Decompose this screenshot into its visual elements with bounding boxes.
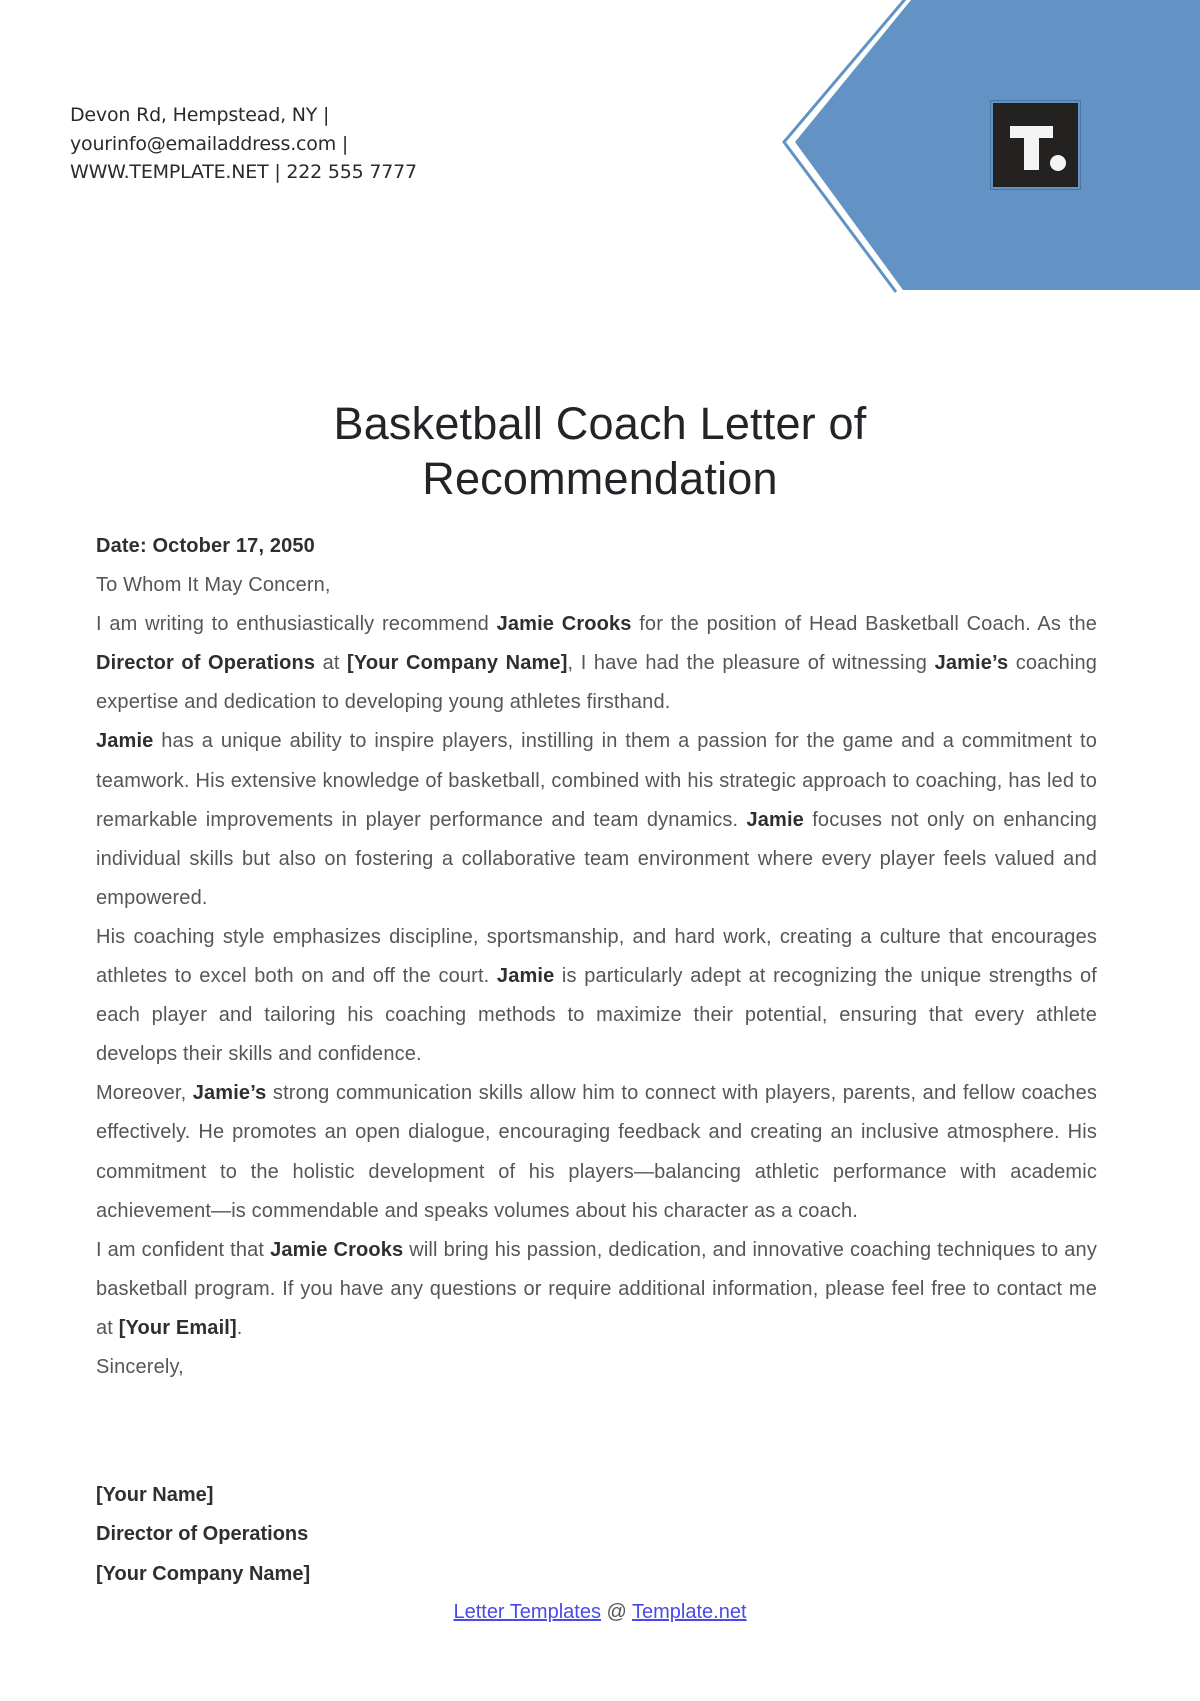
letter-date	[96, 527, 1097, 566]
candidate-name: Jamie’s	[192, 1082, 267, 1105]
text: focuses not only on enhancing individual skills but also on fostering a collaborative team environment where every player feels valued and empowered.	[96, 808, 1097, 909]
contact-website-phone: WWW.TEMPLATE.NET | 222 555 7777	[70, 161, 417, 183]
sender-contact-info	[70, 101, 417, 187]
date-text: Date: October 17, 2050	[96, 535, 315, 557]
logo-t-stem	[1024, 137, 1039, 170]
contact-address: Devon Rd, Hempstead, NY |	[70, 104, 330, 126]
candidate-name: Jamie	[96, 730, 154, 753]
signer-company: [Your Company Name]	[96, 1562, 311, 1585]
footer-attribution	[0, 1600, 1200, 1624]
footer-separator: @	[600, 1601, 633, 1623]
text: has a unique ability to inspire players, instilling in them a passion for the game and a commitment to teamwork. His extensive knowledge of basketball, combined with his strategic approach to coaching, has led to remarkable improvements in player performance and team dynamics.	[96, 730, 1097, 831]
paragraph-4	[96, 1074, 1097, 1230]
text: at	[315, 652, 348, 675]
text: .	[236, 1316, 243, 1339]
text: for the position of Head Basketball Coach. As the	[631, 613, 1097, 636]
paragraph-1	[96, 605, 1097, 722]
title-line-1: Basketball Coach Letter of	[333, 398, 867, 449]
company-placeholder: [Your Company Name]	[347, 652, 568, 675]
paragraph-3	[96, 918, 1097, 1074]
writer-position: Director of Operations	[96, 652, 316, 675]
text: coaching expertise and dedication to developing young athletes firsthand.	[96, 652, 1097, 714]
signer-name: [Your Name]	[96, 1484, 214, 1506]
text: I am writing to enthusiastically recommend	[96, 613, 497, 636]
text: is particularly adept at recognizing the unique strengths of each player and tailoring his coaching methods to maximize their potential, ensuring that every athlete develops their skills and confidence.	[96, 965, 1098, 1066]
letter-salutation: To Whom It May Concern,	[96, 574, 331, 597]
template-net-link[interactable]: Template.net	[632, 1601, 747, 1623]
document-title	[0, 396, 1200, 506]
paragraph-5	[96, 1231, 1097, 1348]
candidate-name: Jamie Crooks	[270, 1238, 404, 1261]
candidate-name: Jamie Crooks	[496, 613, 632, 636]
template-net-logo-icon	[993, 103, 1078, 187]
logo-dot	[1050, 155, 1066, 171]
title-line-2: Recommendation	[422, 453, 778, 504]
candidate-name: Jamie’s	[934, 652, 1009, 675]
text: I am confident that	[96, 1238, 271, 1261]
text: will bring his passion, dedication, and innovative coaching techniques to any basketball program. If you have any questions or require additional information, please feel free to contact me at	[96, 1238, 1097, 1339]
email-placeholder: [Your Email]	[118, 1316, 237, 1339]
letter-templates-link[interactable]: Letter Templates	[453, 1601, 601, 1623]
signer-position: Director of Operations	[96, 1523, 309, 1546]
letter-body	[96, 527, 1097, 1387]
candidate-name: Jamie	[746, 808, 804, 831]
text: strong communication skills allow him to connect with players, parents, and fellow coaches effectively. He promotes an open dialogue, encouraging feedback and creating an inclusive atmosphere. His commitment to the holistic development of his players—balancing athletic performance with academic achievement—is commendable and speaks volumes about his character as a coach.	[96, 1082, 1097, 1222]
text: , I have had the pleasure of witnessing	[567, 652, 935, 675]
paragraph-2	[96, 722, 1097, 917]
candidate-name: Jamie	[496, 965, 555, 988]
signature-block	[96, 1476, 310, 1594]
text: Moreover,	[96, 1082, 193, 1105]
text: His coaching style emphasizes discipline, sportsmanship, and hard work, creating a culture that encourages athletes to excel both on and off the court.	[96, 925, 1097, 988]
letter-closing: Sincerely,	[96, 1355, 184, 1378]
contact-email: yourinfo@emailaddress.com |	[70, 132, 349, 155]
